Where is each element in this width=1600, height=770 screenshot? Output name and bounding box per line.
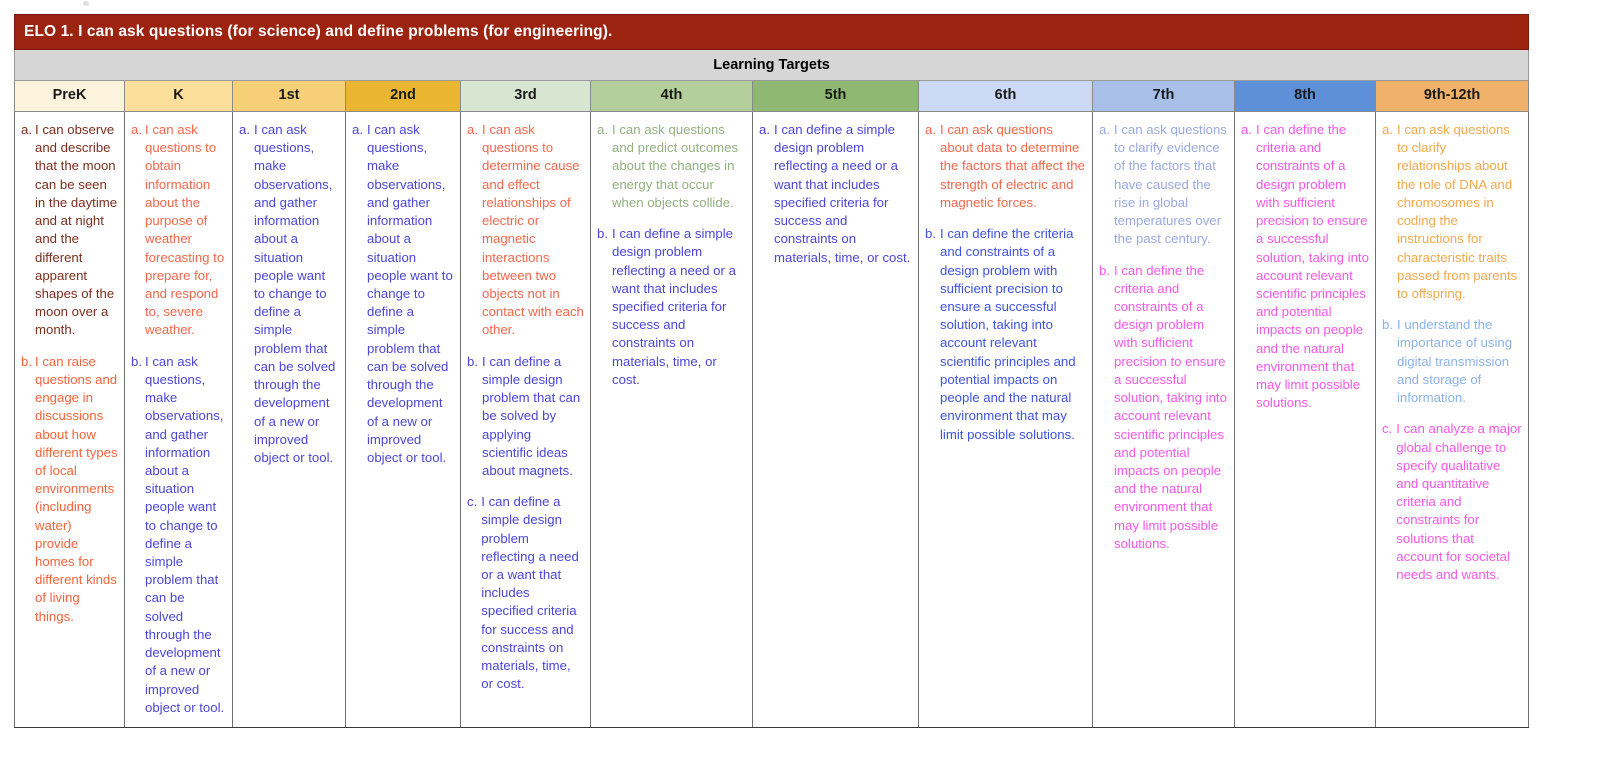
grade-header-1st: 1st: [233, 81, 346, 112]
grade-header-7th: 7th: [1093, 81, 1235, 112]
grade-header-4th: 4th: [591, 81, 753, 112]
target-item-text: I can define a simple design problem reflecting a need or a want that includes specified criteria for success and constraints on materials, time, or cost.: [774, 122, 911, 265]
targets-cell-5th: [753, 112, 919, 728]
target-item-text: I can ask questions and predict outcomes about the changes in energy that occur when objects collide.: [612, 122, 739, 210]
target-item: [1099, 121, 1228, 249]
targets-cell-4th: [591, 112, 753, 728]
learning-targets-label: Learning Targets: [15, 50, 1529, 81]
target-item: [239, 121, 339, 467]
target-item-text: I can define the criteria and constraints of a design problem with sufficient precision to ensure a successful solution, taking into account relevant scientific principles and potential impacts on people and the natural environment that may limit possible solutions.: [1114, 262, 1227, 551]
target-list: [597, 121, 746, 389]
target-item-text: I can ask questions to determine cause and effect relationships of electric or magnetic interactions between two objects not in contact with each other.: [482, 122, 584, 338]
targets-cell-2nd: [346, 112, 461, 728]
elo-title: ELO 1. I can ask questions (for science) and define problems (for engineering).: [15, 15, 1529, 50]
target-item-marker: b.: [925, 226, 936, 242]
targets-cell-7th: [1093, 112, 1235, 728]
targets-cell-3rd: [461, 112, 591, 728]
target-item-marker: b.: [467, 353, 478, 369]
target-item: [467, 353, 584, 481]
target-list: [21, 121, 118, 626]
target-item-marker: a.: [352, 122, 363, 137]
grade-header-8th: 8th: [1235, 81, 1376, 112]
target-item-text: I can ask questions to obtain information about the purpose of weather forecasting to prepare for, and respond to, severe weather.: [145, 122, 225, 338]
target-item-marker: a.: [239, 122, 250, 137]
target-item: [597, 121, 746, 212]
target-item-text: I can define the criteria and constraints of a design problem with sufficient precision to ensure a successful solution, taking into account relevant scientific principles and potential impacts on people and the natural environment that may limit possible solutions.: [940, 226, 1076, 442]
grade-header-9th-12th: 9th-12th: [1376, 81, 1529, 112]
targets-cell-9th-12th: [1376, 112, 1529, 728]
targets-cell-k: [125, 112, 233, 728]
target-item: [131, 121, 226, 340]
grade-header-5th: 5th: [753, 81, 919, 112]
target-item-text: I can ask questions, make observations, and gather information about a situation people want to change to define a simple problem that can be solved through the development of a new or improved object or tool.: [367, 122, 453, 465]
grade-header-2nd: 2nd: [346, 81, 461, 112]
target-item: [925, 121, 1086, 212]
target-list: [467, 121, 584, 694]
target-item-marker: a.: [759, 122, 770, 137]
target-item: [21, 353, 118, 626]
page-artifact-dot: [83, 1, 89, 6]
target-item-marker: a.: [131, 122, 142, 137]
target-item-text: I can analyze a major global challenge to specify qualitative and quantitative criteria and constraints for solutions that account for societal needs and wants.: [1396, 421, 1522, 583]
targets-cell-8th: [1235, 112, 1376, 728]
target-item: [925, 225, 1086, 444]
target-item-text: I can ask questions to clarify evidence of the factors that have caused the rise in global temperatures over the past century.: [1114, 122, 1227, 247]
target-list: [1382, 121, 1522, 584]
target-item-marker: a.: [21, 122, 32, 137]
target-item-text: I understand the importance of using digital transmission and storage of information.: [1397, 317, 1513, 406]
target-item-text: I can define a simple design problem reflecting a need or a want that includes specified criteria for success and constraints on materials, time, or cost.: [481, 494, 579, 692]
target-item-text: I can raise questions and engage in discussions about how different types of local environments (including water) provide homes for different kinds of living things.: [35, 353, 118, 624]
target-list: [925, 121, 1086, 444]
target-item: [1099, 262, 1228, 554]
target-item-text: I can define the criteria and constraints of a design problem with sufficient precision to ensure a successful solution, taking into account relevant scientific principles and potential impacts on people and the natural environment that may limit possible solutions.: [1256, 122, 1369, 411]
elo-learning-targets-table: [14, 14, 1529, 728]
target-list: [1099, 121, 1228, 553]
target-list: [131, 121, 226, 717]
targets-cell-1st: [233, 112, 346, 728]
target-item-text: I can ask questions about data to determine the factors that affect the strength of electric and magnetic forces.: [940, 122, 1085, 210]
target-item-marker: a.: [925, 122, 936, 137]
target-list: [239, 121, 339, 467]
target-item-text: I can ask questions, make observations, and gather information about a situation people want to change to define a simple problem that can be solved through the development of a new or improved object or tool.: [254, 122, 336, 465]
target-item-marker: c.: [467, 494, 478, 510]
target-item-marker: a.: [597, 122, 608, 137]
target-item: [1382, 316, 1522, 407]
target-item-marker: b.: [1099, 262, 1110, 278]
grade-header-row: [15, 81, 1529, 112]
target-item-marker: a.: [467, 122, 478, 137]
learning-targets-row: [15, 50, 1529, 81]
target-item: [352, 121, 454, 467]
target-item: [597, 225, 746, 389]
grade-header-3rd: 3rd: [461, 81, 591, 112]
grade-header-prek: PreK: [15, 81, 125, 112]
target-item-marker: c.: [1382, 421, 1393, 437]
targets-cell-prek: [15, 112, 125, 728]
target-item: [467, 121, 584, 340]
target-item: [759, 121, 912, 267]
target-item-marker: b.: [131, 353, 142, 369]
target-item: [467, 493, 584, 693]
target-list: [1241, 121, 1369, 413]
target-item-text: I can ask questions to clarify relationships about the role of DNA and chromosomes in coding the instructions for characteristic traits passed from parents to offspring.: [1397, 122, 1518, 301]
target-item: [21, 121, 118, 340]
target-item-text: I can observe and describe that the moon can be seen in the daytime and at night and the different apparent shapes of the moon over a month.: [35, 122, 118, 338]
grade-header-k: K: [125, 81, 233, 112]
targets-cell-6th: [919, 112, 1093, 728]
target-list: [759, 121, 912, 267]
target-item-text: I can ask questions, make observations, and gather information about a situation people want to change to define a simple problem that can be solved through the development of a new or improved object or tool.: [145, 353, 225, 715]
target-item-marker: b.: [597, 226, 608, 242]
target-item-marker: b.: [1382, 317, 1393, 333]
target-item-text: I can define a simple design problem reflecting a need or a want that includes specified criteria for success and constraints on materials, time, or cost.: [612, 226, 736, 387]
target-item-marker: a.: [1241, 122, 1252, 137]
grade-header-6th: 6th: [919, 81, 1093, 112]
target-item: [1382, 420, 1522, 584]
target-item: [131, 353, 226, 717]
elo-title-row: [15, 15, 1529, 50]
target-item-text: I can define a simple design problem that can be solved by applying scientific ideas about magnets.: [482, 353, 581, 478]
target-item: [1382, 121, 1522, 303]
target-list: [352, 121, 454, 467]
grade-content-row: [15, 112, 1529, 728]
target-item-marker: b.: [21, 353, 32, 369]
target-item-marker: a.: [1382, 122, 1393, 137]
elo-table-container: [14, 14, 1528, 728]
target-item: [1241, 121, 1369, 413]
target-item-marker: a.: [1099, 122, 1110, 137]
